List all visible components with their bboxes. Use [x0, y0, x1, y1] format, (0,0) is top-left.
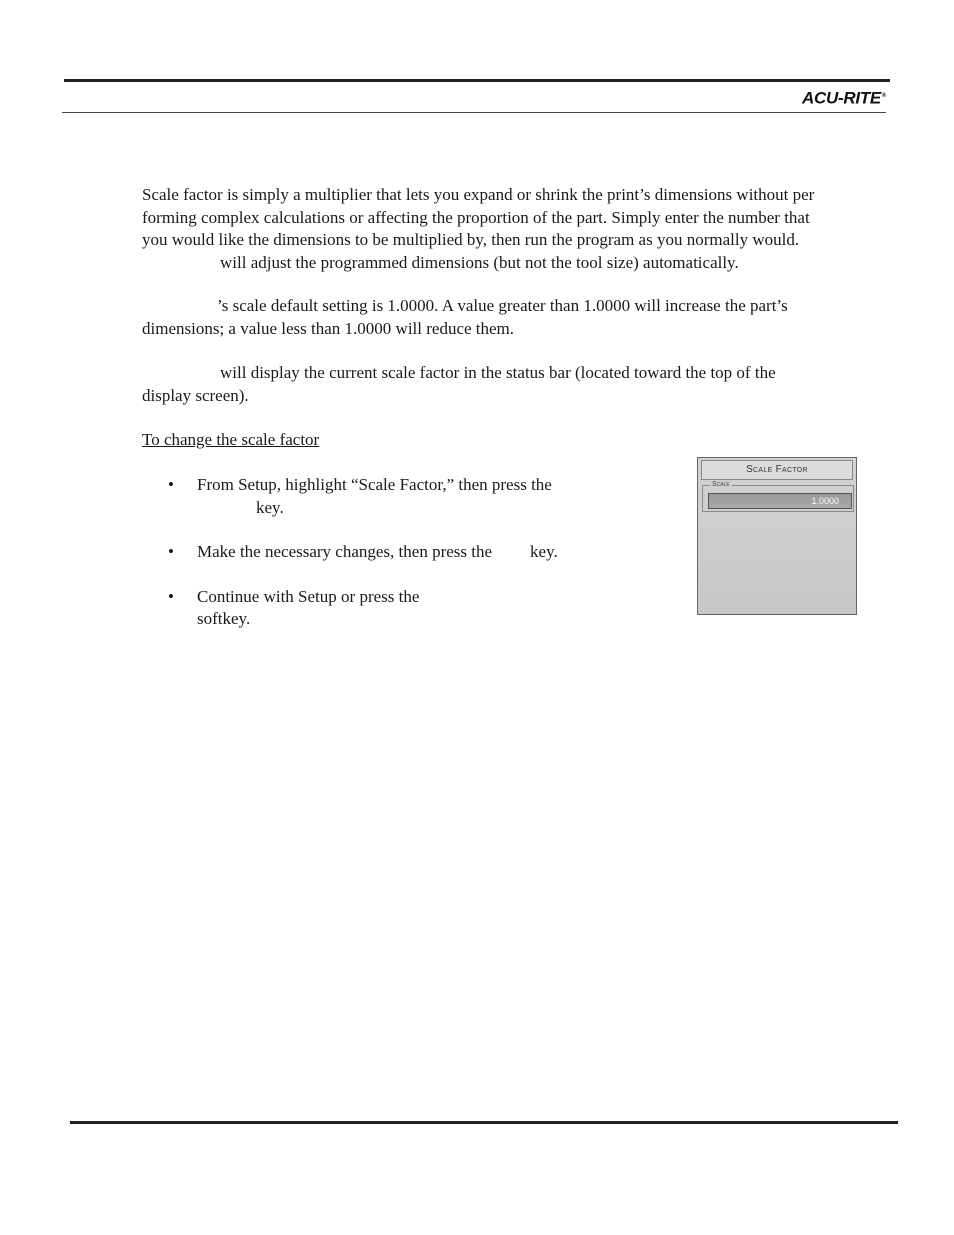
logo-text: ACU-RITE: [802, 88, 881, 108]
list-item: [168, 474, 558, 519]
text-line: will adjust the programmed dimensions (but not the tool size) automatically.: [220, 252, 739, 272]
screen-title: Scale Factor: [701, 460, 853, 480]
text-line: forming complex calculations or affecting the proportion of the part. Simply enter the number that: [142, 207, 810, 227]
step-text: Continue with Setup or press the: [197, 586, 420, 606]
step-text: key.: [530, 542, 558, 561]
step-text: From Setup, highlight “Scale Factor,” then press the: [197, 475, 552, 494]
header-rule-thin: [62, 112, 886, 113]
text-line: Scale factor is simply a multiplier that lets you expand or shrink the print’s dimensions without per: [142, 185, 815, 204]
bullet: •: [168, 586, 174, 606]
footer-rule: [70, 1121, 898, 1124]
scale-value-field[interactable]: 1.0000: [708, 493, 852, 509]
section-heading: To change the scale factor: [142, 430, 320, 449]
paragraph-intro: [142, 184, 814, 274]
bullet: •: [168, 475, 174, 494]
step-text: softkey.: [197, 609, 251, 628]
text-line: ’s scale default setting is 1.0000. A value greater than 1.0000 will increase the part’s: [217, 296, 788, 315]
registered-mark: ®: [881, 93, 886, 99]
paragraph-default-setting: [142, 295, 788, 340]
step-text: key.: [256, 497, 284, 517]
paragraph-status-bar: [142, 362, 776, 407]
acu-rite-logo: [802, 86, 886, 109]
list-item: [168, 541, 558, 564]
bullet: •: [168, 542, 174, 561]
step-text: Make the necessary changes, then press the: [197, 542, 493, 561]
steps-list: [168, 474, 558, 631]
text-line: will display the current scale factor in the status bar (located toward the top of the: [220, 363, 776, 382]
text-line: dimensions; a value less than 1.0000 will reduce them.: [142, 318, 515, 338]
scale-factor-screen: [697, 457, 857, 615]
header-rule: [64, 79, 890, 82]
scale-group-label: Scale: [712, 481, 730, 488]
text-line: display screen).: [142, 385, 249, 405]
text-line: you would like the dimensions to be multiplied by, then run the program as you normally would.: [142, 230, 800, 249]
list-item: [168, 586, 558, 631]
